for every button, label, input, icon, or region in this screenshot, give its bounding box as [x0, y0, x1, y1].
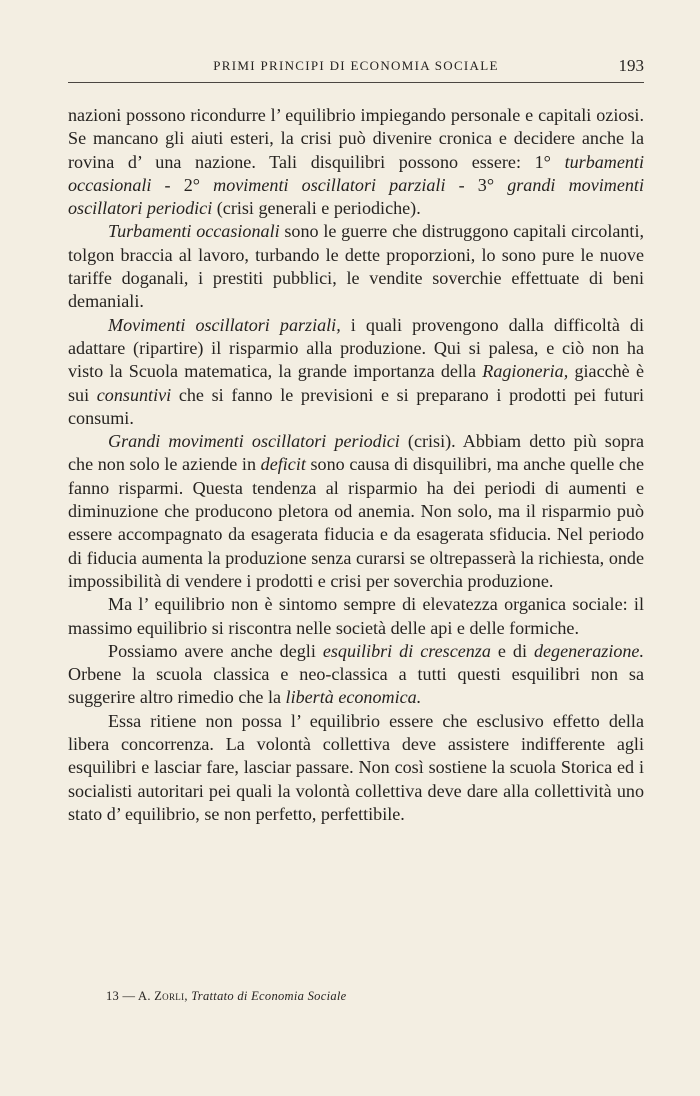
text-run: - 2°	[151, 174, 214, 195]
footer-signature	[106, 989, 347, 1004]
italic-text: movimenti oscillatori parziali	[213, 174, 446, 195]
italic-text: Ragioneria,	[482, 361, 569, 382]
page-header	[68, 56, 644, 78]
text-run: giacchè è sui	[68, 361, 645, 405]
text-run: che si fanno le previsioni e si preparano i prodotti pei futuri consumi.	[68, 384, 644, 428]
text-run: i quali provengono dalla difficoltà di adattare (ripartire) il risparmio alla produzione. Qui si palesa, e ciò non ha visto la Scuola matematica, la grande importanza della	[68, 314, 644, 382]
text-run: - 3°	[445, 174, 508, 195]
text-run: sono le guerre che distruggono capitali circolanti, tolgon braccia al lavoro, turbando le dette proporzioni, lo sono pure le nuove tariffe doganali, i prestiti pubblici, le vendite soverchie effettuate di beni demaniali.	[68, 221, 644, 312]
paragraph	[68, 220, 644, 313]
text-run: (crisi generali e periodiche).	[212, 198, 421, 219]
footer-book-title: Trattato di Economia Sociale	[191, 989, 347, 1003]
text-run: Possiamo avere anche degli	[108, 640, 323, 661]
italic-text: deficit	[260, 454, 306, 475]
running-title: PRIMI PRINCIPI DI ECONOMIA SOCIALE	[213, 58, 499, 73]
italic-text: degenerazione.	[533, 640, 644, 661]
italic-text: consuntivi	[96, 384, 172, 405]
paragraph	[68, 430, 644, 593]
text-run: sono causa di disquilibri, ma anche quelle che fanno risparmi. Questa tendenza al risparmio ha dei periodi di aumenti e diminuzione che producono pletora od anemia. Non solo, ma il risparmio può essere accompagnato da esagerata fiducia e da esagerata sfiducia. Nel periodo di fiducia aumenta la produzione senza curarsi se oltrepasserà la richiesta, onde impossibilità di vendere i prodotti e crisi per soverchia produzione.	[68, 454, 644, 591]
italic-text: Turbamenti occasionali	[108, 221, 280, 242]
footer-signature-number: 13 — A.	[106, 989, 155, 1003]
text-run: (crisi). Abbiam detto più sopra che non solo le aziende in	[68, 431, 644, 475]
paragraph	[68, 593, 644, 640]
italic-text: libertà economica.	[285, 687, 422, 708]
page-number: 193	[618, 56, 644, 75]
text-run: e di	[490, 640, 534, 661]
italic-text: grandi movimenti oscillatori periodici	[68, 174, 644, 219]
italic-text: esquilibri di crescenza	[322, 640, 491, 661]
paragraph	[68, 314, 644, 430]
italic-text: Movimenti oscillatori parziali,	[108, 314, 341, 335]
paragraph	[68, 104, 644, 220]
text-run: Orbene la scuola classica e neo-classica a tutti questi esquilibri non sa suggerire altro rimedio che la	[68, 664, 644, 708]
italic-text: turbamenti occasionali	[68, 151, 644, 195]
italic-text: Grandi movimenti oscillatori periodici	[108, 431, 400, 452]
header-rule	[68, 82, 644, 83]
text-run: Essa ritiene non possa l’ equilibrio essere che esclusivo effetto della libera concorrenza. La volontà collettiva deve assistere indifferente agli esquilibri e lasciar fare, lasciar passare. Non così sostiene la scuola Storica ed i socialisti autoritari pei quali la volontà collettiva deve dare alla collettività uno stato d’ equilibrio, se non perfetto, perfettibile.	[68, 710, 644, 824]
paragraph	[68, 640, 644, 710]
footer-author: Zorli,	[154, 989, 188, 1003]
text-run: Ma l’ equilibrio non è sintomo sempre di elevatezza organica sociale: il massimo equilibrio si riscontra nelle società delle api e delle formiche.	[68, 594, 644, 638]
body-text	[68, 104, 644, 826]
text-run: nazioni possono ricondurre l’ equilibrio impiegando personale e capitali oziosi. Se mancano gli aiuti esteri, la crisi può divenire cronica e decidere anche la rovina d’ una nazione. Tali disquilibri possono essere: 1°	[68, 105, 644, 172]
paragraph	[68, 710, 644, 826]
